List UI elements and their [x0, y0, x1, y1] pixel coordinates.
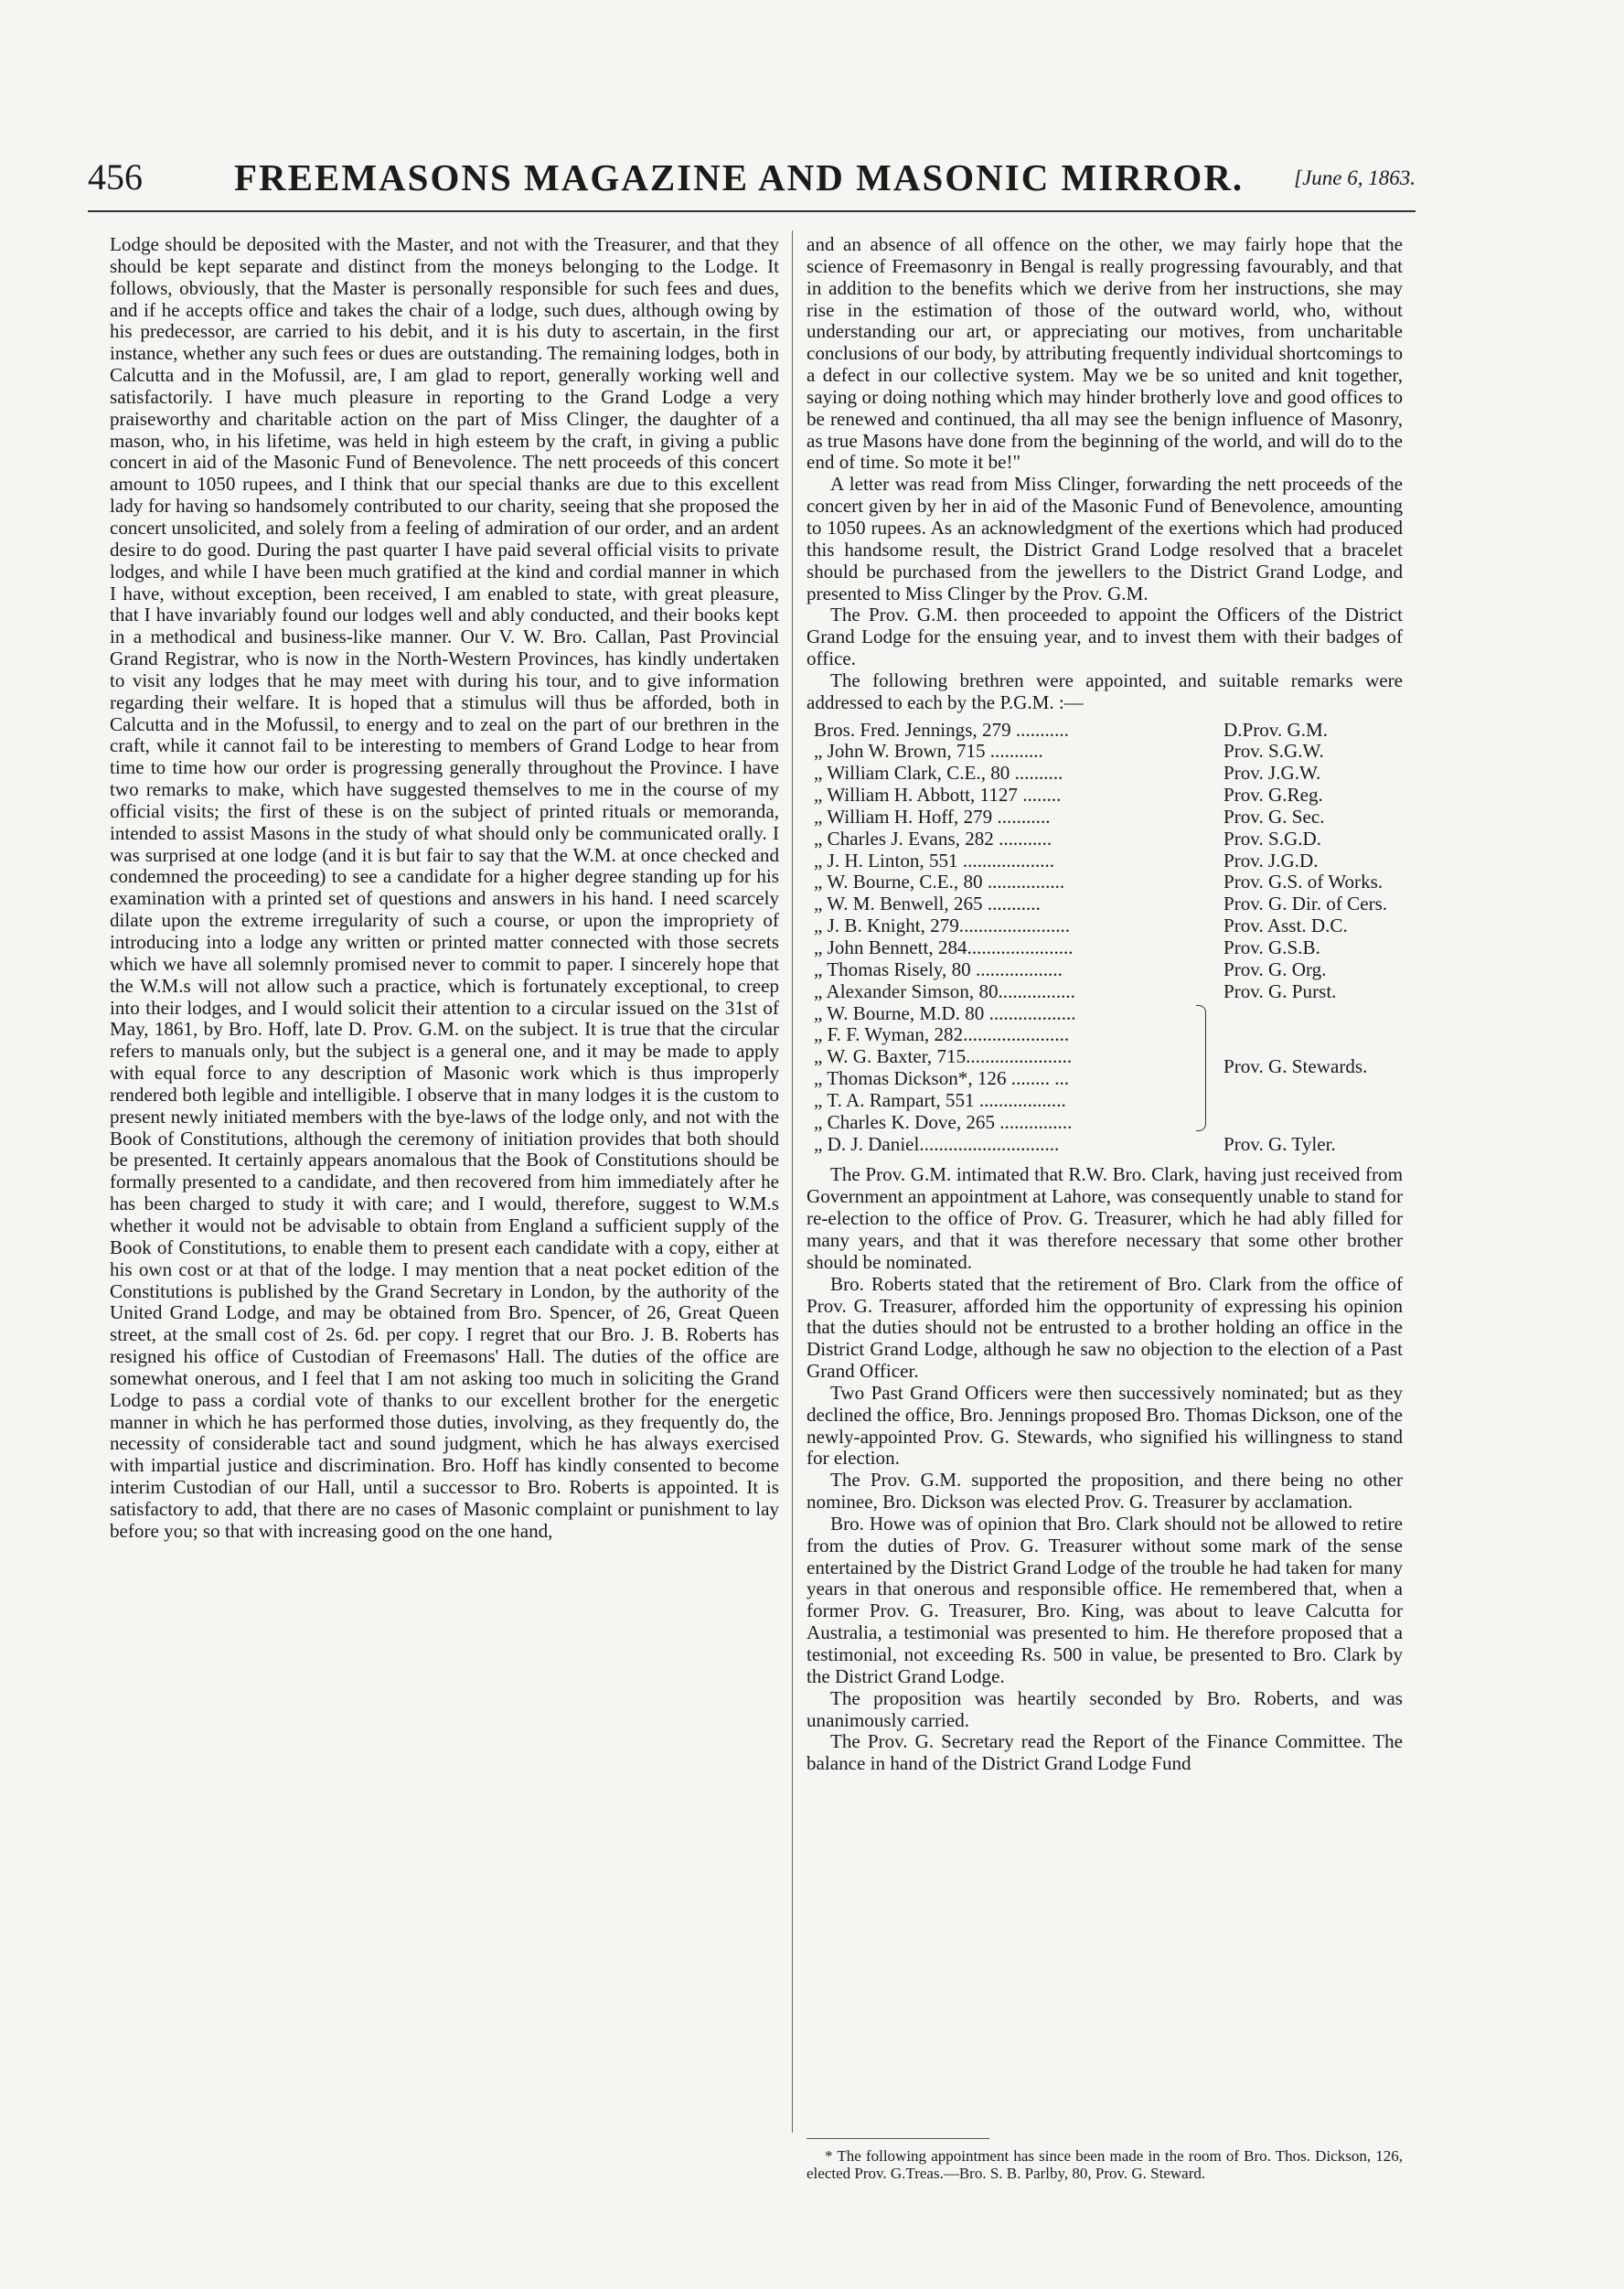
appointee-office: Prov. G. Tyler. [1223, 1132, 1336, 1155]
appointee-office: Prov. G.S. of Works. [1223, 871, 1384, 893]
appointee-office: Prov. G. Org. [1223, 957, 1327, 980]
appointment-row [814, 937, 1403, 959]
appointment-row [814, 872, 1403, 893]
appointee-name: „ William Clark, C.E., 80 .......... [814, 763, 1063, 785]
stewards-group [814, 1003, 1403, 1134]
steward-row [814, 1090, 1403, 1112]
body-paragraph: The Prov. G.M. then proceeded to appoint the Officers of the District Grand Lodge for the ensuing year, and to invest them with their badges of office. [807, 604, 1403, 670]
appointment-row [814, 1134, 1403, 1156]
body-paragraph: The proposition was heartily seconded by Bro. Roberts, and was unanimously carried. [807, 1686, 1403, 1731]
body-paragraph: The Prov. G.M. intimated that R.W. Bro. Clark, having just received from Government an appointment at Lahore, was consequently unable to stand for re-election to the office of Prov. G. Treasurer, which he had ably filled for many years, and that it was therefore necessary that some other brother should be nominated. [807, 1163, 1403, 1273]
appointee-name: „ W. Bourne, C.E., 80 ................ [814, 872, 1065, 893]
appointee-office: Prov. S.G.D. [1223, 827, 1322, 850]
body-paragraph: Bro. Howe was of opinion that Bro. Clark should not be allowed to retire from the duties of Prov. G. Treasurer without some mark of the sense entertained by the District Grand Lodge of the trouble he had taken for many years in that onerous and responsible office. He remembered that, when a former Prov. G. Treasurer, Bro. King, was about to leave Calcutta for Australia, a testimonial was presented to him. He therefore proposed that a testimonial, not exceeding Rs. 500 in value, be presented to Bro. Clark by the District Grand Lodge. [807, 1512, 1403, 1687]
appointee-name: „ D. J. Daniel............................. [814, 1133, 1060, 1155]
body-paragraph: A letter was read from Miss Clinger, forwarding the nett proceeds of the concert given by her in aid of the Masonic Fund of Benevolence, amounting to 1050 rupees. As an acknowledgment of the exertions which had produced this handsome result, the District Grand Lodge resolved that a bracelet should be purchased from the jewellers to the District Grand Lodge, and presented to Miss Clinger by the Prov. G.M. [807, 473, 1403, 604]
footnote-rule [807, 2138, 989, 2139]
magazine-title: FREEMASONS MAGAZINE AND MASONIC MIRROR. [234, 156, 1245, 198]
appointee-name: „ Alexander Simson, 80................ [814, 980, 1075, 1002]
body-paragraph: Lodge should be deposited with the Master, and not with the Treasurer, and that they should be kept separate and distinct from the moneys belonging to the Lodge. It follows, obviously, that the Master is personally responsible for such fees and dues, and if he accepts office and takes the chair of a lodge, such dues, although owing by his predecessor, are carried to his debit, and it is his duty to ascertain, in the first instance, whether any such fees or dues are outstanding. The remaining lodges, both in Calcutta and in the Mofussil, are, I am glad to report, generally working well and satisfactorily. I have much pleasure in reporting to the Grand Lodge a very praiseworthy and charitable action on the part of Miss Clinger, the daughter of a mason, who, in his lifetime, was held in high esteem by the craft, in giving a public concert in aid of the Masonic Fund of Benevolence. The nett proceeds of this concert amount to 1050 rupees, and I think that our special thanks are due to this excellent lady for having so handsomely contributed to our charity, seeing that she proposed the concert unsolicited, and solely from a feeling of admiration of our order, and an ardent desire to do good. During the past quarter I have paid several official visits to private lodges, and while I have been much gratified at the kind and cordial manner in which I have, without exception, been received, I am enabled to state, with great pleasure, that I have invariably found our lodges well and ably conducted, and their books kept in a methodical and business-like manner. Our V. W. Bro. Callan, Past Provincial Grand Registrar, who is now in the North-Western Provinces, has kindly undertaken to visit any lodges that he may meet with during his tour, and to give information regarding their welfare. It is hoped that a stimulus will thus be afforded, both in Calcutta and in the Mofussil, to energy and to zeal on the part of our brethren in the craft, while it cannot fail to be interesting to members of Grand Lodge to hear from time to time how our order is progressing generally throughout the Province. I have two remarks to make, which have suggested themselves to me in the course of my official visits; the first of these is on the subject of printed rituals or memoranda, intended to assist Masons in the study of what should only be communicated orally. I was surprised at one lodge (and it is but fair to say that the W.M. at once checked and condemned the proceeding) to see a candidate for a higher degree standing up for his examination with a printed set of questions and answers in his hand. I need scarcely dilate upon the extreme irregularity of such a course, or upon the impropriety of introducing into a lodge any written or printed matter connected with those secrets which we have all solemnly promised never to commit to paper. I sincerely hope that the W.M.s will not allow such a practice, which is fortunately exceptional, to creep into their lodges, and I would solicit their attention to a circular issued on the 31st of May, 1861, by Bro. Hoff, late D. Prov. G.M. on the subject. It is true that the circular refers to manuals only, but the subject is a general one, and it may be made to apply with equal force to any description of Masonic work which is thus improperly rendered both legible and intelligible. I observe that in many lodges it is the custom to present newly initiated members with the bye-laws of the lodge only, and not with the Book of Constitutions, although the ceremony of initiation provides that both should be presented. It certainly appears anomalous that the Book of Constitutions should be formally presented to a candidate, and then recovered from him immediately after he has been charged to study it with care; and I would, therefore, suggest to W.M.s whether it would not be advisable to obtain from England a sufficient supply of the Book of Constitutions, to enable them to present each candidate with a copy, either at his own cost or at that of the lodge. I may mention that a neat pocket edition of the Constitutions is published by the Grand Secretary in London, by the authority of the United Grand Lodge, and may be obtained from Bro. Spencer, of 26, Great Queen street, at the small cost of 2s. 6d. per copy. I regret that our Bro. J. B. Roberts has resigned his office of Custodian of Freemasons' Hall. The duties of the office are somewhat onerous, and I feel that I am not asking too much in soliciting the Grand Lodge to pass a cordial vote of thanks to our excellent brother for the energetic manner in which he has performed those duties, involving, as they frequently do, the necessity of considerable tact and sound judgment, which he has always exercised with impartial justice and discrimination. Bro. Hoff has kindly consented to become interim Custodian of our Hall, until a successor to Bro. Roberts is appointed. It is satisfactory to add, that there are no cases of Masonic complaint or punishment to lay before you; so that with increasing good on the one hand, [110, 233, 779, 1542]
steward-name: „ F. F. Wyman, 282...................... [814, 1024, 1070, 1046]
appointment-row [814, 807, 1403, 829]
footnote-text: * The following appointment has since been made in the room of Bro. Thos. Dickson, 126, elected Prov. G.Treas.—Bro. S. B. Parlby, 80, Prov. G. Steward. [807, 2147, 1403, 2182]
appointment-row [814, 829, 1403, 850]
appointment-row [814, 741, 1403, 763]
steward-row [814, 1112, 1403, 1134]
appointee-name: „ John Bennett, 284...................... [814, 937, 1074, 958]
appointment-row [814, 763, 1403, 785]
steward-row [814, 1003, 1403, 1025]
body-paragraph: Bro. Roberts stated that the retirement of Bro. Clark from the office of Prov. G. Treasurer, afforded him the opportunity of expressing his opinion that the duties should not be entrusted to a brother holding an office in the District Grand Lodge, although he saw no objection to the election of a Past Grand Officer. [807, 1272, 1403, 1383]
appointee-name: „ William H. Hoff, 279 ........... [814, 806, 1051, 828]
appointments-list [814, 720, 1403, 1156]
appointee-name: „ J. B. Knight, 279....................... [814, 915, 1071, 937]
body-paragraph: The Prov. G. Secretary read the Report of the Finance Committee. The balance in hand of the District Grand Lodge Fund [807, 1730, 1403, 1775]
body-paragraph: and an absence of all offence on the other, we may fairly hope that the science of Freemasonry in Bengal is really progressing favourably, and that in addition to the benefits which we derive from her instructions, she may rise in the estimation of those of the outward world, who, without understanding our art, or appreciating our motives, from uncharitable conclusions of our body, by attributing frequently individual shortcomings to a defect in our collective system. May we be so united and knit together, saying or doing nothing which may hinder brotherly love and good offices to be renewed and continued, tha all may see the benign influence of Masonry, as true Masons have done from the beginning of the world, and will do to the end of time. So mote it be!" [807, 233, 1403, 474]
steward-row [814, 1024, 1403, 1046]
steward-name: „ Charles K. Dove, 265 ............... [814, 1111, 1073, 1133]
appointee-name: „ J. H. Linton, 551 ................... [814, 850, 1055, 872]
body-paragraph: The Prov. G.M. supported the proposition, and there being no other nominee, Bro. Dickson was elected Prov. G. Treasurer by acclamation. [807, 1469, 1403, 1514]
steward-name: „ W. G. Baxter, 715...................... [814, 1046, 1073, 1068]
appointee-name: „ Charles J. Evans, 282 ........... [814, 828, 1052, 850]
body-paragraph: Two Past Grand Officers were then successively nominated; but as they declined the office, Bro. Jennings proposed Bro. Thomas Dickson, one of the newly-appointed Prov. G. Stewards, who signified his willingness to stand for election. [807, 1381, 1403, 1470]
appointee-name: „ John W. Brown, 715 ........... [814, 741, 1043, 763]
left-column [110, 234, 779, 1543]
appointee-name: „ William H. Abbott, 1127 ........ [814, 785, 1062, 807]
appointee-office: Prov. J.G.W. [1223, 762, 1321, 785]
appointee-name: „ W. M. Benwell, 265 ........... [814, 893, 1041, 915]
appointment-row [814, 981, 1403, 1003]
appointment-row [814, 959, 1403, 981]
stewards-brace [1196, 1005, 1206, 1131]
appointment-row [814, 720, 1403, 742]
stewards-office: Prov. G. Stewards. [1223, 1054, 1368, 1077]
steward-name: „ Thomas Dickson*, 126 ........ ... [814, 1068, 1070, 1090]
appointee-office: Prov. G.S.B. [1223, 936, 1320, 958]
appointment-row [814, 915, 1403, 937]
appointee-office: Prov. G. Purst. [1223, 979, 1337, 1002]
appointee-office: D.Prov. G.M. [1223, 718, 1329, 741]
appointee-office: Prov. G. Sec. [1223, 805, 1325, 828]
page-header [88, 146, 1416, 210]
appointee-office: Prov. S.G.W. [1223, 740, 1324, 763]
appointee-office: Prov. J.G.D. [1223, 849, 1319, 872]
appointment-row [814, 893, 1403, 915]
appointee-office: Prov. G.Reg. [1223, 784, 1323, 807]
right-column [807, 234, 1403, 1775]
page-number: 456 [88, 156, 143, 198]
steward-name: „ W. Bourne, M.D. 80 .................. [814, 1002, 1076, 1024]
appointee-office: Prov. Asst. D.C. [1223, 915, 1348, 937]
appointment-row [814, 785, 1403, 807]
column-divider [792, 230, 793, 2133]
footnote [807, 2147, 1403, 2182]
appointment-row [814, 850, 1403, 872]
appointee-name: „ Thomas Risely, 80 .................. [814, 958, 1063, 980]
steward-name: „ T. A. Rampart, 551 .................. [814, 1089, 1066, 1111]
appointee-name: Bros. Fred. Jennings, 279 ........... [814, 719, 1069, 741]
appointee-office: Prov. G. Dir. of Cers. [1223, 893, 1388, 915]
issue-date: [June 6, 1863. [1294, 166, 1416, 189]
body-paragraph: The following brethren were appointed, and suitable remarks were addressed to each by the P.G.M. :— [807, 669, 1403, 713]
header-rule [88, 210, 1416, 212]
